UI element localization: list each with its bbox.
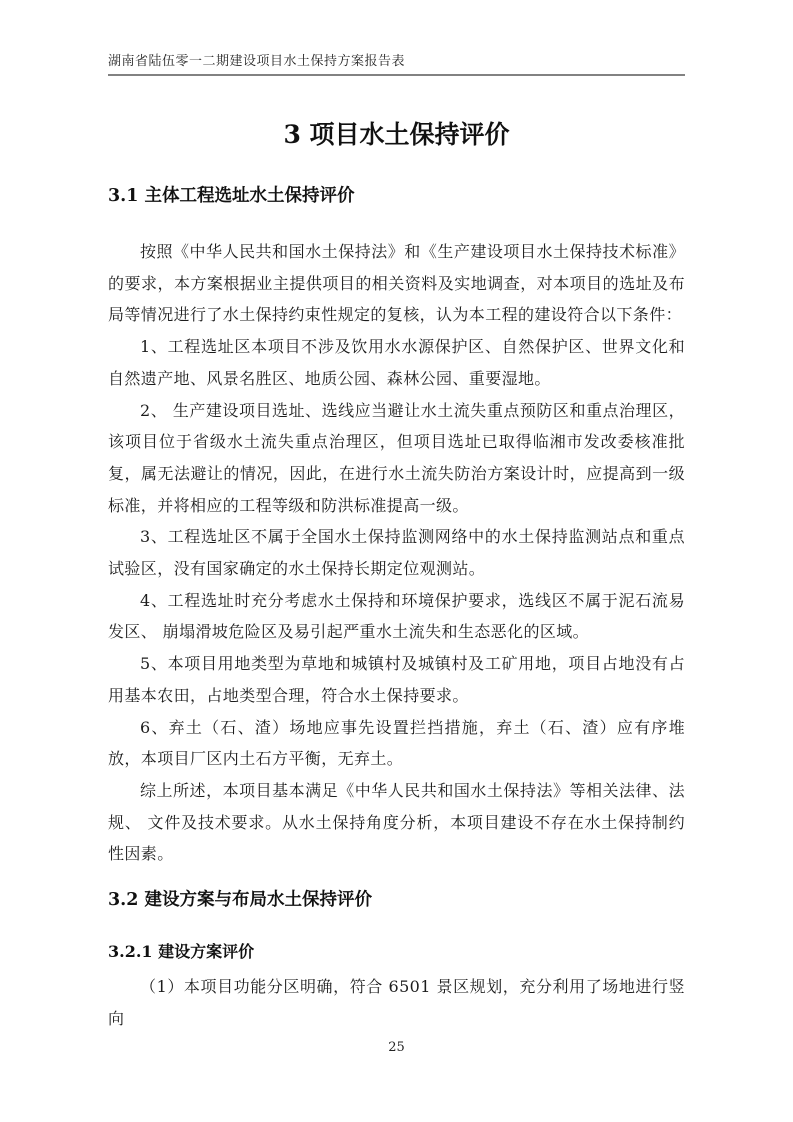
subsection-3-2-1-body bbox=[108, 971, 685, 1034]
chapter-title: 3 项目水土保持评价 bbox=[283, 120, 510, 149]
subsection-3-2-1-heading: 3.2.1 建设方案评价 bbox=[108, 942, 255, 962]
section-3-2-heading: 3.2 建设方案与布局水土保持评价 bbox=[108, 890, 373, 911]
body-paragraph: （1）本项目功能分区明确，符合 6501 景区规划，充分利用了场地进行竖向 bbox=[108, 977, 685, 1028]
body-paragraph: 6、弃土（石、渣）场地应事先设置拦挡措施，弃土（石、渣）应有序堆放，本项目厂区内土石方平衡，无弃土。 bbox=[108, 717, 685, 769]
page-footer bbox=[0, 1040, 793, 1056]
section-3-1 bbox=[108, 184, 685, 870]
section-3-1-body bbox=[108, 236, 685, 870]
page-number: 25 bbox=[388, 1040, 405, 1055]
body-paragraph: 5、本项目用地类型为草地和城镇村及城镇村及工矿用地，项目占地没有占用基本农田，占地类型合理，符合水土保持要求。 bbox=[108, 654, 685, 705]
body-paragraph: 按照《中华人民共和国水土保持法》和《生产建设项目水土保持技术标准》的要求，本方案根据业主提供项目的相关资料及实地调查，对本项目的选址及布局等情况进行了水土保持约束性规定的复核，认为本工程的建设符合以下条件： bbox=[108, 242, 685, 325]
body-paragraph: 2、 生产建设项目选址、选线应当避让水土流失重点预防区和重点治理区，该项目位于省级水土流失重点治理区，但项目选址已取得临湘市发改委核准批复，属无法避让的情况，因此，在进行水土流失防治方案设计时，应提高到一级标准，并将相应的工程等级和防洪标准提高一级。 bbox=[108, 400, 685, 515]
body-paragraph: 综上所述，本项目基本满足《中华人民共和国水土保持法》等相关法律、法规、 文件及技术要求。从水土保持角度分析，本项目建设不存在水土保持制约性因素。 bbox=[108, 780, 685, 864]
body-paragraph: 1、工程选址区本项目不涉及饮用水水源保护区、自然保护区、世界文化和自然遗产地、风景名胜区、地质公园、森林公园、重要湿地。 bbox=[108, 337, 685, 388]
running-header: 湖南省陆伍零一二期建设项目水土保持方案报告表 bbox=[108, 54, 685, 76]
body-paragraph: 4、工程选址时充分考虑水土保持和环境保护要求，选线区不属于泥石流易发区、 崩塌滑坡危险区及易引起严重水土流失和生态恶化的区域。 bbox=[108, 590, 685, 642]
section-3-2 bbox=[108, 888, 685, 1034]
body-paragraph: 3、工程选址区不属于全国水土保持监测网络中的水土保持监测站点和重点试验区，没有国家确定的水土保持长期定位观测站。 bbox=[108, 527, 685, 579]
section-3-1-heading: 3.1 主体工程选址水土保持评价 bbox=[108, 186, 355, 206]
